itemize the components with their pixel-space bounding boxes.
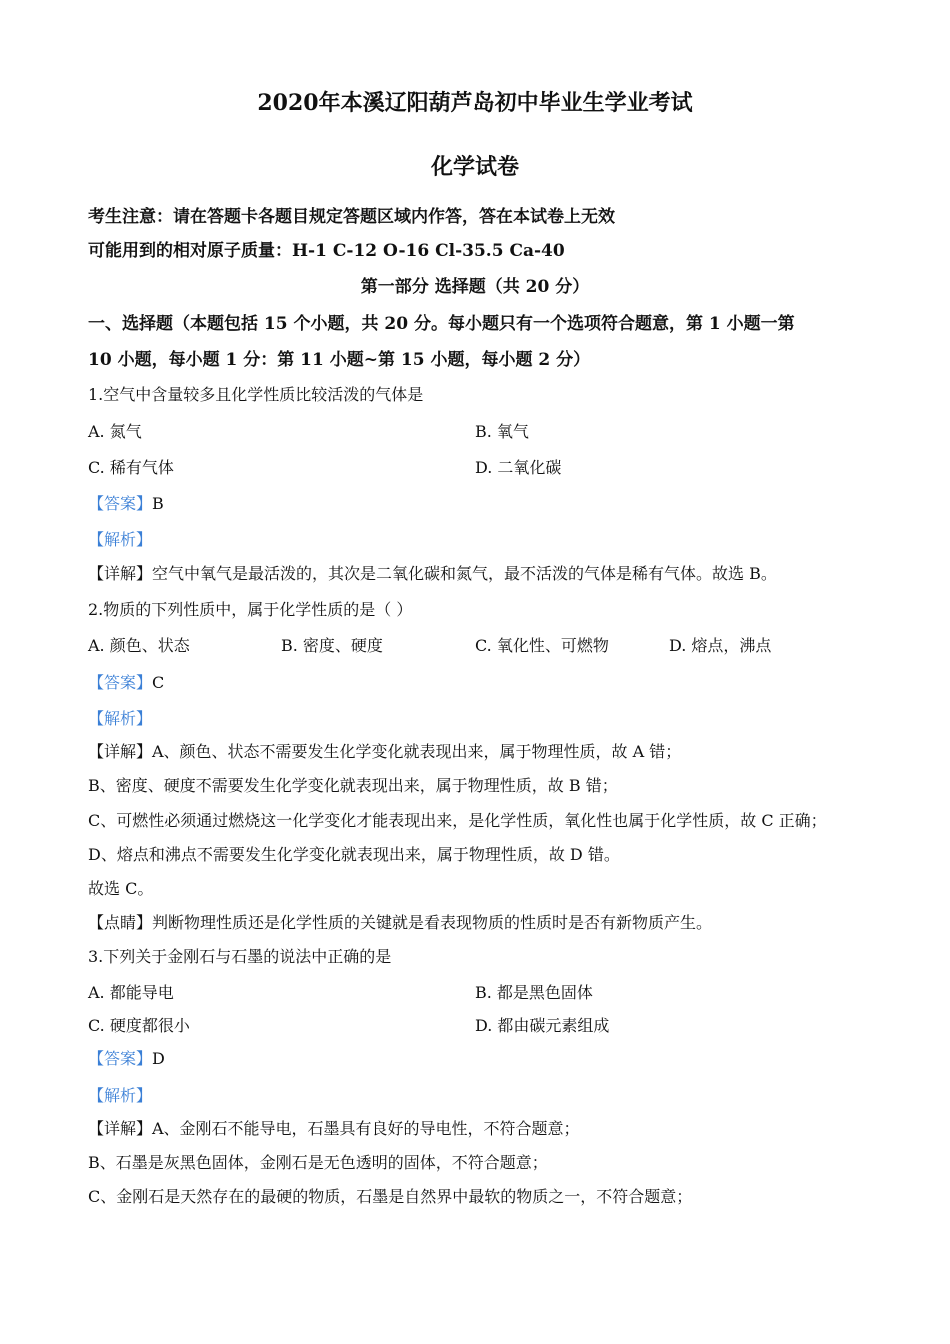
page-subtitle: 化学试卷: [430, 154, 519, 180]
question-2-detail: C、可燃性必须通过燃烧这一化学变化才能表现出来，是化学性质，氧化性也属于化学性质，故 C 正确；: [88, 811, 827, 830]
page-title: 2020年本溪辽阳葫芦岛初中毕业生学业考试: [257, 90, 693, 116]
question-1-detail: 【详解】空气中氧气是最活泼的，其次是二氧化碳和氮气，最不活泼的气体是稀有气体。故选 B。: [88, 564, 777, 583]
section-instruction-line-2: 10 小题，每小题 1 分：第 11 小题~第 15 小题，每小题 2 分）: [88, 350, 591, 370]
answer-value: B: [152, 494, 164, 513]
question-2-detail: B、密度、硬度不需要发生化学变化就表现出来，属于物理性质，故 B 错；: [88, 776, 618, 795]
question-1-option-d: D. 二氧化碳: [475, 458, 562, 477]
question-2-detail: 【详解】A、颜色、状态不需要发生化学变化就表现出来，属于物理性质，故 A 错；: [88, 742, 682, 761]
question-3-option-b: B. 都是黑色固体: [475, 983, 593, 1002]
question-3-detail: C、金刚石是天然存在的最硬的物质，石墨是自然界中最软的物质之一，不符合题意；: [88, 1187, 693, 1206]
question-2-answer: [88, 672, 164, 694]
question-1-answer: [88, 493, 164, 515]
answer-tag: 【答案】: [88, 673, 153, 692]
section-instruction-line-1: 一、选择题（本题包括 15 个小题，共 20 分。每小题只有一个选项符合题意，第 1 小题一第: [88, 314, 795, 334]
question-2-option-b: B. 密度、硬度: [281, 636, 383, 655]
question-3-analysis-tag: 【解析】: [88, 1086, 153, 1105]
question-2-tip: 【点睛】判断物理性质还是化学性质的关键就是看表现物质的性质时是否有新物质产生。: [88, 913, 713, 932]
answer-tag: 【答案】: [88, 1049, 153, 1068]
question-2-option-c: C. 氧化性、可燃物: [475, 636, 609, 655]
question-2-detail: D、熔点和沸点不需要发生化学变化就表现出来，属于物理性质，故 D 错。: [88, 845, 620, 864]
question-2-option-d: D. 熔点，沸点: [669, 636, 772, 655]
question-1-option-a: A. 氮气: [88, 422, 142, 441]
question-3-detail: B、石墨是灰黑色固体，金刚石是无色透明的固体，不符合题意；: [88, 1153, 548, 1172]
part-heading: 第一部分 选择题（共 20 分）: [360, 277, 590, 297]
question-1-option-c: C. 稀有气体: [88, 458, 174, 477]
question-1-option-b: B. 氧气: [475, 422, 529, 441]
question-1-stem: 1.空气中含量较多且化学性质比较活泼的气体是: [88, 385, 424, 404]
question-2-stem: 2.物质的下列性质中，属于化学性质的是（ ）: [88, 600, 413, 619]
question-3-stem: 3.下列关于金刚石与石墨的说法中正确的是: [88, 947, 392, 966]
answer-value: D: [152, 1049, 165, 1068]
answer-tag: 【答案】: [88, 494, 153, 513]
question-2-analysis-tag: 【解析】: [88, 709, 153, 728]
question-3-option-d: D. 都由碳元素组成: [475, 1016, 610, 1035]
question-1-analysis-tag: 【解析】: [88, 530, 153, 549]
question-2-option-a: A. 颜色、状态: [88, 636, 190, 655]
question-3-option-a: A. 都能导电: [88, 983, 174, 1002]
question-2-detail: 故选 C。: [88, 879, 154, 898]
question-3-option-c: C. 硬度都很小: [88, 1016, 190, 1035]
question-3-detail: 【详解】A、金刚石不能导电，石墨具有良好的导电性，不符合题意；: [88, 1119, 580, 1138]
answer-value: C: [152, 673, 165, 692]
notice-text: 考生注意：请在答题卡各题目规定答题区域内作答，答在本试卷上无效: [88, 207, 615, 227]
atomic-mass-text: 可能用到的相对原子质量：H-1 C-12 O-16 Cl-35.5 Ca-40: [88, 241, 565, 261]
question-3-answer: [88, 1048, 165, 1070]
